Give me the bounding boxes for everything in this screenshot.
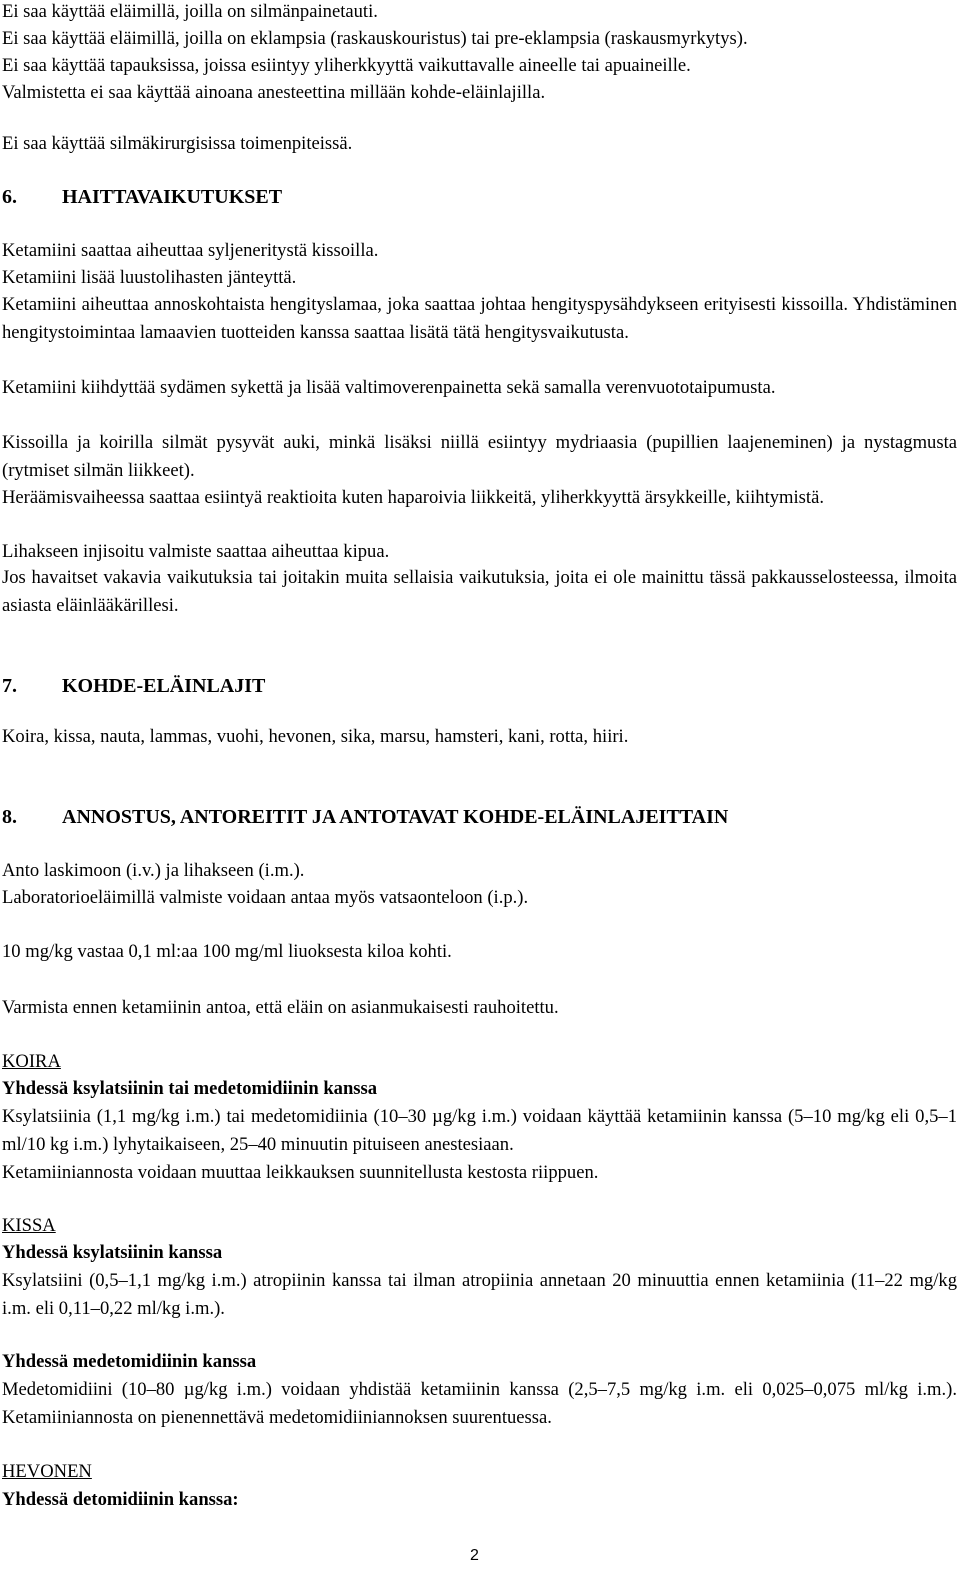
section-title: HAITTAVAIKUTUKSET <box>62 186 283 208</box>
section-title: ANNOSTUS, ANTOREITIT JA ANTOTAVAT KOHDE-ELÄINLAJEITTAIN <box>62 806 729 828</box>
target-species-text: Koira, kissa, nauta, lammas, vuohi, hevonen, sika, marsu, hamsteri, kani, rotta, hiiri. <box>2 726 629 747</box>
contraindication-line: Ei saa käyttää silmäkirurgisissa toimenpiteissä. <box>2 133 353 154</box>
contraindication-line: Ei saa käyttää eläimillä, joilla on eklampsia (raskauskouristus) tai pre-eklampsia (raskausmyrkytys). <box>2 28 748 49</box>
combination-subheading: Yhdessä ksylatsiinin tai medetomidiinin kanssa <box>2 1078 378 1099</box>
combination-subheading: Yhdessä medetomidiinin kanssa <box>2 1351 257 1372</box>
dose-conversion-text: 10 mg/kg vastaa 0,1 ml:aa 100 mg/ml liuoksesta kiloa kohti. <box>2 941 452 962</box>
section-heading-target-species <box>2 672 265 700</box>
combination-subheading: Yhdessä detomidiinin kanssa: <box>2 1489 239 1510</box>
adverse-effect-paragraph: Ketamiini lisää luustolihasten jänteyttä. <box>2 267 297 288</box>
species-heading-cat: KISSA <box>2 1215 56 1236</box>
dog-dosage-text: Ksylatsiinia (1,1 mg/kg i.m.) tai medetomidiinia (10–30 µg/kg i.m.) voidaan käyttää ketamiinin kanssa (5–10 mg/kg eli 0,5–1 ml/10 kg i.m.) lyhytaikaiseen, 25–40 minuutin pituiseen anestesiaan. <box>2 1106 957 1155</box>
page-number: 2 <box>470 1547 479 1564</box>
adverse-effect-paragraph: Ketamiini kiihdyttää sydämen sykettä ja lisää valtimoverenpainetta sekä samalla verenvuototaipumusta. <box>2 377 776 398</box>
contraindication-line: Ei saa käyttää tapauksissa, joissa esiintyy yliherkkyyttä vaikuttavalle aineelle tai apuaineille. <box>2 55 691 76</box>
adverse-effect-paragraph: Jos havaitset vakavia vaikutuksia tai joitakin muita sellaisia vaikutuksia, joita ei ole mainittu tässä pakkausselosteessa, ilmoita asiasta eläinlääkärillesi. <box>2 567 957 616</box>
adverse-effect-paragraph: Kissoilla ja koirilla silmät pysyvät auki, minkä lisäksi niillä esiintyy mydriaasia (pupillien laajeneminen) ja nystagmusta (rytmiset silmän liikkeet). <box>2 432 957 481</box>
species-heading-dog: KOIRA <box>2 1051 61 1072</box>
adverse-effect-paragraph: Ketamiini saattaa aiheuttaa syljeneritystä kissoilla. <box>2 240 379 261</box>
section-heading-adverse-effects <box>2 183 282 211</box>
combination-subheading: Yhdessä ksylatsiinin kanssa <box>2 1242 223 1263</box>
dog-dosage-note: Ketamiiniannosta voidaan muuttaa leikkauksen suunnitellusta kestosta riippuen. <box>2 1162 599 1183</box>
contraindication-line: Valmistetta ei saa käyttää ainoana anesteettina millään kohde-eläinlajilla. <box>2 82 546 103</box>
route-line: Laboratorioeläimillä valmiste voidaan antaa myös vatsaonteloon (i.p.). <box>2 887 529 908</box>
contraindication-line: Ei saa käyttää eläimillä, joilla on silmänpainetauti. <box>2 1 378 22</box>
cat-xylazine-text: Ksylatsiini (0,5–1,1 mg/kg i.m.) atropiinin kanssa tai ilman atropiinia annetaan 20 minuuttia ennen ketamiinia (11–22 mg/kg i.m. eli 0,11–0,22 ml/kg i.m.). <box>2 1270 957 1319</box>
cat-medetomidine-text: Medetomidiini (10–80 µg/kg i.m.) voidaan yhdistää ketamiinin kanssa (2,5–7,5 mg/kg i.m. eli 0,025–0,075 ml/kg i.m.). Ketamiiniannosta on pienennettävä medetomidiiniannoksen suurentuessa. <box>2 1379 957 1428</box>
section-title: KOHDE-ELÄINLAJIT <box>62 675 266 697</box>
route-line: Anto laskimoon (i.v.) ja lihakseen (i.m.). <box>2 860 305 881</box>
adverse-effect-paragraph: Ketamiini aiheuttaa annoskohtaista hengityslamaa, joka saattaa johtaa hengityspysähdykseen erityisesti kissoilla. Yhdistäminen hengitystoimintaa lamaavien tuotteiden kanssa saattaa lisätä tätä hengitysvaikutusta. <box>2 294 957 343</box>
section-number: 7. <box>2 675 17 697</box>
sedation-note: Varmista ennen ketamiinin antoa, että eläin on asianmukaisesti rauhoitettu. <box>2 997 559 1018</box>
adverse-effect-paragraph: Heräämisvaiheessa saattaa esiintyä reaktioita kuten haparoivia liikkeitä, yliherkkyyttä ärsykkeille, kiihtymistä. <box>2 487 824 508</box>
species-heading-horse: HEVONEN <box>2 1461 92 1482</box>
section-number: 8. <box>2 806 17 828</box>
adverse-effect-paragraph: Lihakseen injisoitu valmiste saattaa aiheuttaa kipua. <box>2 541 390 562</box>
section-number: 6. <box>2 186 17 208</box>
section-heading-dosage <box>2 803 728 831</box>
